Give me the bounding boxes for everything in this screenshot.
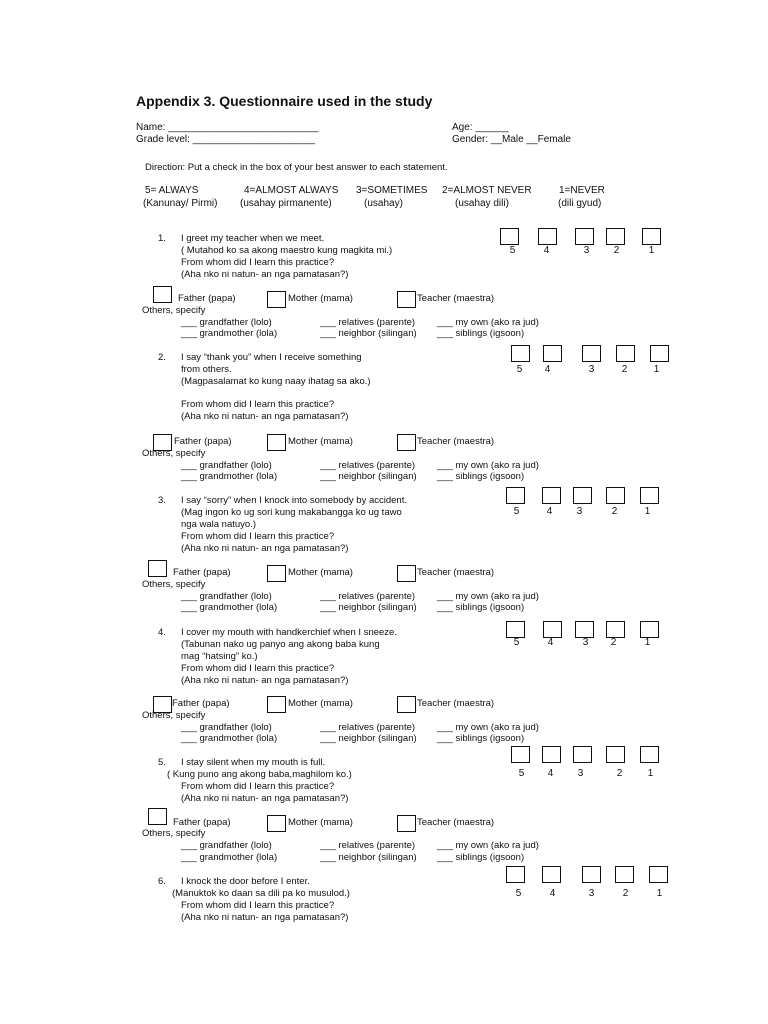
option-grandmother[interactable]: ___ grandmother (lola) (181, 602, 278, 613)
rating-5-checkbox[interactable] (500, 228, 519, 245)
rating-5-checkbox[interactable] (506, 866, 525, 883)
rating-5-label: 5 (516, 364, 523, 375)
option-neighbor[interactable]: ___ neighbor (silingan) (320, 328, 417, 339)
source-teacher-checkbox[interactable] (397, 696, 416, 713)
rating-2-checkbox[interactable] (606, 228, 625, 245)
scale-4-label: 4=ALMOST ALWAYS (244, 185, 339, 196)
rating-2-label: 2 (613, 245, 620, 256)
option-grandfather[interactable]: ___ grandfather (lolo) (181, 317, 272, 328)
option-grandfather[interactable]: ___ grandfather (lolo) (181, 460, 272, 471)
item-text-line-1: I stay silent when my mouth is full. (181, 757, 326, 768)
item-text-line-4: (Aha nko ni natun- an nga pamatasan?) (181, 793, 349, 804)
rating-4-label: 4 (547, 768, 554, 779)
option-neighbor[interactable]: ___ neighbor (silingan) (320, 733, 417, 744)
option-my-own[interactable]: ___ my own (ako ra jud) (437, 591, 539, 602)
rating-2-checkbox[interactable] (615, 866, 634, 883)
others-specify-label: Others, specify (142, 579, 206, 590)
item-text-line-3: From whom did I learn this practice? (181, 781, 335, 792)
rating-4-label: 4 (549, 888, 556, 899)
rating-3-checkbox[interactable] (582, 345, 601, 362)
item-text-line-2: (Manuktok ko daan sa dili pa ko musulod.) (172, 888, 350, 899)
item-number: 3. (158, 495, 166, 506)
source-teacher-checkbox[interactable] (397, 815, 416, 832)
others-specify-label: Others, specify (142, 710, 206, 721)
option-grandfather[interactable]: ___ grandfather (lolo) (181, 591, 272, 602)
source-father-label: Father (papa) (174, 436, 232, 447)
others-specify-label: Others, specify (142, 448, 206, 459)
source-teacher-checkbox[interactable] (397, 291, 416, 308)
scale-3-translation: (usahay) (364, 198, 403, 209)
rating-2-checkbox[interactable] (606, 621, 625, 638)
source-mother-label: Mother (mama) (288, 436, 353, 447)
scale-5-translation: (Kanunay/ Pirmi) (143, 198, 218, 209)
option-siblings[interactable]: ___ siblings (igsoon) (437, 328, 525, 339)
name-field[interactable]: Name: ___________________________ (136, 122, 319, 133)
rating-4-label: 4 (544, 364, 551, 375)
rating-1-label: 1 (647, 768, 654, 779)
scale-1-label: 1=NEVER (559, 185, 605, 196)
rating-3-label: 3 (577, 768, 584, 779)
rating-5-checkbox[interactable] (506, 621, 525, 638)
option-neighbor[interactable]: ___ neighbor (silingan) (320, 602, 417, 613)
others-specify-label: Others, specify (142, 305, 206, 316)
item-number: 2. (158, 352, 166, 363)
rating-1-label: 1 (644, 506, 651, 517)
rating-5-label: 5 (513, 506, 520, 517)
rating-4-checkbox[interactable] (543, 621, 562, 638)
source-mother-checkbox[interactable] (267, 815, 286, 832)
rating-4-checkbox[interactable] (542, 866, 561, 883)
option-siblings[interactable]: ___ siblings (igsoon) (437, 733, 525, 744)
rating-2-label: 2 (621, 364, 628, 375)
item-number: 4. (158, 627, 166, 638)
gender-field[interactable]: Gender: __Male __Female (452, 134, 571, 145)
rating-3-checkbox[interactable] (582, 866, 601, 883)
option-my-own[interactable]: ___ my own (ako ra jud) (437, 460, 539, 471)
source-teacher-label: Teacher (maestra) (417, 817, 495, 828)
rating-5-label: 5 (515, 888, 522, 899)
rating-5-label: 5 (513, 637, 520, 648)
option-my-own[interactable]: ___ my own (ako ra jud) (437, 840, 539, 851)
source-father-label: Father (papa) (173, 817, 231, 828)
rating-3-label: 3 (576, 506, 583, 517)
source-mother-checkbox[interactable] (267, 291, 286, 308)
source-father-label: Father (papa) (172, 698, 230, 709)
rating-4-label: 4 (547, 637, 554, 648)
option-relatives[interactable]: ___ relatives (parente) (320, 460, 416, 471)
source-mother-checkbox[interactable] (267, 565, 286, 582)
option-relatives[interactable]: ___ relatives (parente) (320, 840, 416, 851)
source-mother-label: Mother (mama) (288, 817, 353, 828)
item-number: 6. (158, 876, 166, 887)
rating-1-checkbox[interactable] (649, 866, 668, 883)
item-number: 5. (158, 757, 166, 768)
rating-3-label: 3 (582, 637, 589, 648)
source-teacher-label: Teacher (maestra) (417, 293, 495, 304)
item-number: 1. (158, 233, 166, 244)
scale-4-translation: (usahay pirmanente) (240, 198, 332, 209)
option-my-own[interactable]: ___ my own (ako ra jud) (437, 722, 539, 733)
page-title: Appendix 3. Questionnaire used in the study (136, 93, 433, 109)
option-neighbor[interactable]: ___ neighbor (silingan) (320, 852, 417, 863)
rating-4-label: 4 (546, 506, 553, 517)
source-teacher-checkbox[interactable] (397, 565, 416, 582)
source-teacher-label: Teacher (maestra) (417, 567, 495, 578)
rating-2-checkbox[interactable] (606, 487, 625, 504)
option-relatives[interactable]: ___ relatives (parente) (320, 722, 416, 733)
rating-2-label: 2 (611, 506, 618, 517)
source-teacher-label: Teacher (maestra) (417, 436, 495, 447)
rating-3-checkbox[interactable] (573, 746, 592, 763)
rating-5-label: 5 (518, 768, 525, 779)
rating-1-checkbox[interactable] (640, 487, 659, 504)
option-grandmother[interactable]: ___ grandmother (lola) (181, 471, 278, 482)
option-grandmother[interactable]: ___ grandmother (lola) (181, 852, 278, 863)
source-mother-checkbox[interactable] (267, 696, 286, 713)
rating-3-label: 3 (588, 364, 595, 375)
rating-3-label: 3 (588, 888, 595, 899)
direction-text: Direction: Put a check in the box of your best answer to each statement. (145, 162, 448, 173)
scale-5-label: 5= ALWAYS (145, 185, 199, 196)
age-field[interactable]: Age: ______ (452, 122, 509, 133)
source-mother-label: Mother (mama) (288, 567, 353, 578)
source-mother-checkbox[interactable] (267, 434, 286, 451)
source-father-checkbox[interactable] (148, 808, 167, 825)
option-my-own[interactable]: ___ my own (ako ra jud) (437, 317, 539, 328)
rating-4-checkbox[interactable] (542, 746, 561, 763)
rating-5-checkbox[interactable] (511, 746, 530, 763)
rating-3-checkbox[interactable] (575, 228, 594, 245)
source-teacher-checkbox[interactable] (397, 434, 416, 451)
rating-3-checkbox[interactable] (573, 487, 592, 504)
item-text: I say “sorry” when I knock into somebody by accident. (Mag ingon ko ug sori kung makabangga ko ug tawo nga wala natuyo.) From whom did I learn this practice? (Aha nko ni natun- an nga pamatasan?) (181, 495, 407, 554)
source-mother-label: Mother (mama) (288, 698, 353, 709)
option-grandmother[interactable]: ___ grandmother (lola) (181, 328, 278, 339)
rating-2-label: 2 (616, 768, 623, 779)
source-teacher-label: Teacher (maestra) (417, 698, 495, 709)
item-text: I cover my mouth with handkerchief when I sneeze. (Tabunan nako ug panyo ang akong baba kung mag “hatsing” ko.) From whom did I learn this practice? (Aha nko ni natun- an nga pamatasan?) (181, 627, 397, 686)
rating-1-checkbox[interactable] (650, 345, 669, 362)
rating-4-checkbox[interactable] (542, 487, 561, 504)
rating-2-label: 2 (622, 888, 629, 899)
source-father-checkbox[interactable] (153, 286, 172, 303)
source-father-label: Father (papa) (173, 567, 231, 578)
rating-1-label: 1 (644, 637, 651, 648)
rating-2-checkbox[interactable] (616, 345, 635, 362)
rating-5-checkbox[interactable] (506, 487, 525, 504)
rating-4-checkbox[interactable] (538, 228, 557, 245)
rating-3-checkbox[interactable] (575, 621, 594, 638)
source-father-label: Father (papa) (178, 293, 236, 304)
option-siblings[interactable]: ___ siblings (igsoon) (437, 602, 525, 613)
scale-3-label: 3=SOMETIMES (356, 185, 428, 196)
rating-3-label: 3 (583, 245, 590, 256)
rating-2-label: 2 (610, 637, 617, 648)
rating-5-label: 5 (509, 245, 516, 256)
item-text: I say “thank you” when I receive something from others. (Magpasalamat ko kung naay ihatag sa ako.) From whom did I learn this practice? (Aha nko ni natun- an nga pamatasan?) (181, 352, 371, 422)
item-text: I greet my teacher when we meet. ( Mutahod ko sa akong maestro kung magkita mi.) From whom did I learn this practice? (Aha nko ni natun- an nga pamatasan?) (181, 233, 393, 280)
item-text-line-1: I knock the door before I enter. (181, 876, 310, 887)
source-father-checkbox[interactable] (148, 560, 167, 577)
option-relatives[interactable]: ___ relatives (parente) (320, 317, 416, 328)
scale-2-translation: (usahay dili) (455, 198, 509, 209)
option-grandfather[interactable]: ___ grandfather (lolo) (181, 840, 272, 851)
option-grandfather[interactable]: ___ grandfather (lolo) (181, 722, 272, 733)
source-mother-label: Mother (mama) (288, 293, 353, 304)
rating-1-label: 1 (653, 364, 660, 375)
item-text-line-2: ( Kung puno ang akong baba,maghilom ko.) (167, 769, 352, 780)
option-relatives[interactable]: ___ relatives (parente) (320, 591, 416, 602)
rating-1-label: 1 (648, 245, 655, 256)
rating-1-label: 1 (656, 888, 663, 899)
rating-5-checkbox[interactable] (511, 345, 530, 362)
option-siblings[interactable]: ___ siblings (igsoon) (437, 852, 525, 863)
rating-1-checkbox[interactable] (640, 621, 659, 638)
rating-2-checkbox[interactable] (606, 746, 625, 763)
option-grandmother[interactable]: ___ grandmother (lola) (181, 733, 278, 744)
option-neighbor[interactable]: ___ neighbor (silingan) (320, 471, 417, 482)
scale-1-translation: (dili gyud) (558, 198, 602, 209)
rating-1-checkbox[interactable] (642, 228, 661, 245)
item-text-line-4: (Aha nko ni natun- an nga pamatasan?) (181, 912, 349, 923)
grade-level-field[interactable]: Grade level: ______________________ (136, 134, 316, 145)
scale-2-label: 2=ALMOST NEVER (442, 185, 532, 196)
item-text-line-3: From whom did I learn this practice? (181, 900, 335, 911)
rating-1-checkbox[interactable] (640, 746, 659, 763)
rating-4-checkbox[interactable] (543, 345, 562, 362)
option-siblings[interactable]: ___ siblings (igsoon) (437, 471, 525, 482)
rating-4-label: 4 (543, 245, 550, 256)
others-specify-label: Others, specify (142, 828, 206, 839)
